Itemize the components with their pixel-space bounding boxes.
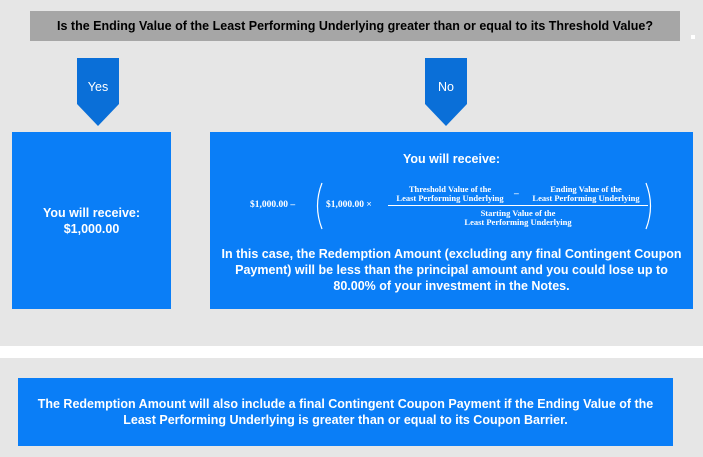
yes-label: Yes <box>87 80 109 94</box>
fraction-bar <box>388 205 648 206</box>
numerator-minus: – <box>514 189 519 199</box>
formula-left-paren <box>312 182 324 230</box>
yes-arrow <box>77 58 119 126</box>
numerator-right-line2: Least Performing Underlying <box>532 193 640 203</box>
numerator-right-line1: Ending Value of the <box>550 184 622 194</box>
numerator-left-line2: Least Performing Underlying <box>396 193 504 203</box>
no-outcome-box <box>210 132 693 309</box>
yes-outcome-line1: You will receive: <box>42 205 141 220</box>
corner-marker <box>691 35 695 39</box>
numerator-left-line1: Threshold Value of the <box>408 184 492 194</box>
coupon-note-box <box>18 378 673 446</box>
question-banner: Is the Ending Value of the Least Performing Underlying greater than or equal to its Threshold Value? <box>30 11 680 41</box>
no-outcome-explanation: In this case, the Redemption Amount (excluding any final Contingent Coupon Payment) will be less than the principal amount and you could lose up to 80.00% of your investment in the Notes. <box>221 247 682 293</box>
no-label: No <box>438 80 454 94</box>
formula-right-paren <box>644 182 656 230</box>
yes-outcome-amount: $1,000.00 <box>63 221 120 236</box>
formula-principal: $1,000.00 – <box>250 200 296 210</box>
denominator-line2: Least Performing Underlying <box>464 217 572 227</box>
yes-outcome-box <box>12 132 171 309</box>
coupon-note-text: The Redemption Amount will also include a final Contingent Coupon Payment if the Ending Value of the Least Performing Underlying is greater than or equal to its Coupon Barrier. <box>37 397 654 427</box>
no-arrow <box>425 58 467 126</box>
formula-inner-principal: $1,000.00 × <box>326 200 372 210</box>
redemption-formula <box>210 180 693 232</box>
denominator-line1: Starting Value of the <box>480 208 556 218</box>
no-outcome-title: You will receive: <box>402 152 501 166</box>
